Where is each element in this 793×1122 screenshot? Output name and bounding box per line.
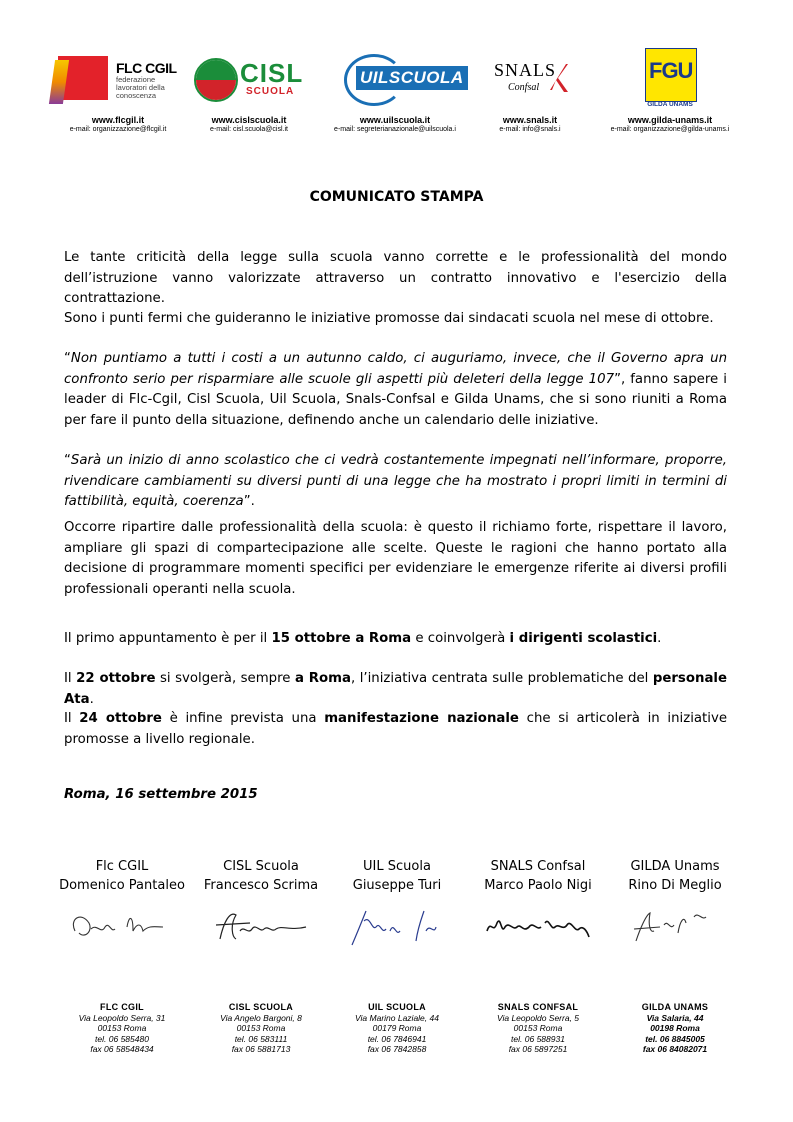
cisl-logo-name: CISL xyxy=(240,58,304,88)
cisl-email[interactable]: e-mail: cisl.scuola@cisl.it xyxy=(210,126,288,133)
footer-fax: fax 06 7842858 xyxy=(367,1044,427,1054)
footer-city: 00153 Roma xyxy=(513,1023,563,1033)
quote-text: Non puntiamo a tutti i costi a un autunno caldo, ci auguriamo, invece, che il Governo apra un confronto serio per risparmiare alle scuole gli aspetti più deleteri della legge 107 xyxy=(64,351,727,387)
flc-logo-name: FLC CGIL xyxy=(116,60,177,76)
footer-fax: fax 06 58548434 xyxy=(90,1044,154,1054)
text-run: che si articolerà in iniziative promosse a livello regionale. xyxy=(64,711,727,747)
footer-fax: fax 06 5897251 xyxy=(508,1044,568,1054)
footer-address: Via Angelo Bargoni, 8 xyxy=(220,1012,302,1023)
signatory-person: Rino Di Meglio xyxy=(628,878,722,893)
uil-scuola-logo xyxy=(340,48,464,106)
signatory-org: UIL Scuola xyxy=(363,859,431,874)
snals-logo xyxy=(486,48,574,106)
footer-org-name: GILDA UNAMS xyxy=(641,1002,709,1012)
signature-icon xyxy=(620,901,730,951)
footer-org-name: FLC CGIL xyxy=(100,1002,144,1012)
document-date: Roma, 16 settembre 2015 xyxy=(64,787,258,802)
quote-close: ”. xyxy=(243,494,255,509)
footer-snals xyxy=(468,1002,608,1055)
footer-address: Via Salaria, 44 xyxy=(646,1012,704,1023)
footer-gilda xyxy=(605,1002,745,1055)
footer-address: Via Leopoldo Serra, 31 xyxy=(78,1012,166,1023)
paragraph-3 xyxy=(64,349,727,431)
footer-fax: fax 06 84082071 xyxy=(642,1044,708,1054)
signatory-uil xyxy=(327,857,467,951)
signatory-person: Giuseppe Turi xyxy=(352,878,442,893)
paragraph-2: Sono i punti fermi che guideranno le iniziative promosse dai sindacati scuola nel mese di ottobre. xyxy=(64,311,714,326)
footer-cisl xyxy=(191,1002,331,1055)
footer-tel: tel. 06 7846941 xyxy=(367,1033,427,1044)
org-gilda-unams xyxy=(600,48,740,133)
footer-fax: fax 06 5881713 xyxy=(231,1044,291,1054)
snals-logo-name: SNALS xyxy=(494,60,557,80)
paragraph-7 xyxy=(64,669,727,710)
signature-icon xyxy=(473,901,603,951)
signatory-person: Domenico Pantaleo xyxy=(59,878,185,893)
text-run: Il xyxy=(64,671,77,686)
footer-flc xyxy=(52,1002,192,1055)
footer-tel: tel. 06 588931 xyxy=(511,1033,565,1044)
gilda-site-link[interactable]: www.gilda-unams.it xyxy=(627,115,713,125)
quote-open: “ xyxy=(64,453,71,468)
org-uil-scuola xyxy=(322,48,468,133)
paragraph-3-rest: ”, fanno sapere i leader di Flc-Cgil, Cisl Scuola, Uil Scuola, Snals-Confsal e Gilda Unams, che si sono riuniti a Roma per fare il punto della situazione, definendo anche un calendario delle iniziative. xyxy=(64,371,727,428)
quote-text: Sarà un inizio di anno scolastico che ci vedrà costantemente impegnati nell’informare, proporre, rivendicare cambiamenti su diversi punti di una legge che ha mostrato i propri limiti in termini di fattibilità, equità, coerenza xyxy=(64,453,727,509)
signatory-gilda xyxy=(605,857,745,951)
uil-logo-name: UILSCUOLA xyxy=(356,66,468,90)
cisl-site-link[interactable]: www.cislscuola.it xyxy=(211,115,287,125)
paragraph-6 xyxy=(64,629,727,650)
footer-city: 00198 Roma xyxy=(650,1023,700,1033)
text-run: Il xyxy=(64,711,80,726)
event-date: 24 ottobre xyxy=(79,711,162,726)
gilda-unams-logo xyxy=(635,48,705,106)
paragraph-5: Occorre ripartire dalle professionalità della scuola: è questo il richiamo forte, rispettare il lavoro, ampliare gli spazi di compartecipazione alle scelte. Queste le ragioni che hanno portato alla decisione di programmare momenti specifici per evidenziare le emergenze riferite ai diversi profili professionali operanti nella scuola. xyxy=(64,520,727,597)
footer-city: 00153 Roma xyxy=(236,1023,286,1033)
org-snals xyxy=(486,48,574,133)
flc-cgil-logo xyxy=(50,48,186,106)
signature-icon xyxy=(67,901,177,951)
signatory-org: CISL Scuola xyxy=(223,859,299,874)
signatory-flc xyxy=(52,857,192,951)
footer-address: Via Leopoldo Serra, 5 xyxy=(496,1012,580,1023)
signatory-cisl xyxy=(191,857,331,951)
signature-icon xyxy=(342,901,452,951)
event-target: i dirigenti scolastici xyxy=(509,631,658,646)
event-date-rome: 15 ottobre a Roma xyxy=(271,631,412,646)
cisl-scuola-logo xyxy=(190,48,308,106)
flc-logo-subtitle: federazione lavoratori della conoscenza xyxy=(116,75,165,100)
gilda-email[interactable]: e-mail: organizzazione@gilda-unams.i xyxy=(610,126,730,133)
signatory-org: GILDA Unams xyxy=(630,859,720,874)
org-flc-cgil xyxy=(50,48,186,133)
signatory-org: SNALS Confsal xyxy=(490,859,586,874)
event-date: 22 ottobre xyxy=(76,671,156,686)
signatory-person: Francesco Scrima xyxy=(203,878,319,893)
snals-logo-subtitle: Confsal xyxy=(508,82,540,93)
gilda-logo-subtitle: GILDA UNAMS xyxy=(647,101,693,108)
gilda-logo-name: FGU xyxy=(649,58,693,83)
signatory-snals xyxy=(468,857,608,951)
footer-org-name: SNALS CONFSAL xyxy=(497,1002,579,1012)
text-run: e coinvolgerà xyxy=(411,631,510,646)
footer-address: Via Marino Laziale, 44 xyxy=(355,1012,439,1023)
text-run: si svolgerà, sempre xyxy=(155,671,295,686)
header-logos xyxy=(0,48,793,136)
footer-org-name: UIL SCUOLA xyxy=(368,1002,426,1012)
paragraph-8 xyxy=(64,709,727,750)
footer-uil xyxy=(327,1002,467,1055)
flc-email[interactable]: e-mail: organizzazione@flcgil.it xyxy=(69,126,167,133)
text-run: . xyxy=(89,691,94,707)
event-target: personale Ata xyxy=(64,671,727,707)
signatory-person: Marco Paolo Nigi xyxy=(484,878,592,893)
snals-site-link[interactable]: www.snals.it xyxy=(502,115,558,125)
text-run: , l’iniziativa centrata sulle problematiche del xyxy=(351,671,653,686)
snals-mark-icon xyxy=(548,60,570,94)
footer-tel: tel. 06 8845005 xyxy=(645,1033,705,1044)
text-run: è infine prevista una xyxy=(161,711,325,726)
uil-site-link[interactable]: www.uilscuola.it xyxy=(359,115,431,125)
snals-email[interactable]: e-mail: info@snals.i xyxy=(499,126,561,133)
paragraph-1: Le tante criticità della legge sulla scuola vanno corrette e le professionalità del mondo dell’istruzione vanno valorizzate attraverso un contratto innovativo e l'esercizio della contrattazione. xyxy=(64,250,727,306)
org-cisl-scuola xyxy=(190,48,308,133)
uil-email[interactable]: e-mail: segreterianazionale@uilscuola.i xyxy=(334,126,456,133)
signature-icon xyxy=(206,901,316,951)
quote-open: “ xyxy=(64,351,71,366)
event-place: a Roma xyxy=(294,671,351,686)
footer-tel: tel. 06 585480 xyxy=(95,1033,149,1044)
text-run: Il primo appuntamento è per il xyxy=(64,631,272,646)
event-type: manifestazione nazionale xyxy=(324,711,519,726)
footer-org-name: CISL SCUOLA xyxy=(228,1002,294,1012)
signatory-org: Flc CGIL xyxy=(95,859,149,874)
footer-city: 00179 Roma xyxy=(372,1023,422,1033)
paragraph-4 xyxy=(64,451,727,513)
footer-city: 00153 Roma xyxy=(97,1023,147,1033)
cisl-logo-subtitle: SCUOLA xyxy=(246,86,295,97)
footer-tel: tel. 06 583111 xyxy=(234,1033,288,1044)
page-title: COMUNICATO STAMPA xyxy=(309,189,484,205)
text-run: . xyxy=(657,631,662,646)
flc-site-link[interactable]: www.flcgil.it xyxy=(91,115,145,125)
